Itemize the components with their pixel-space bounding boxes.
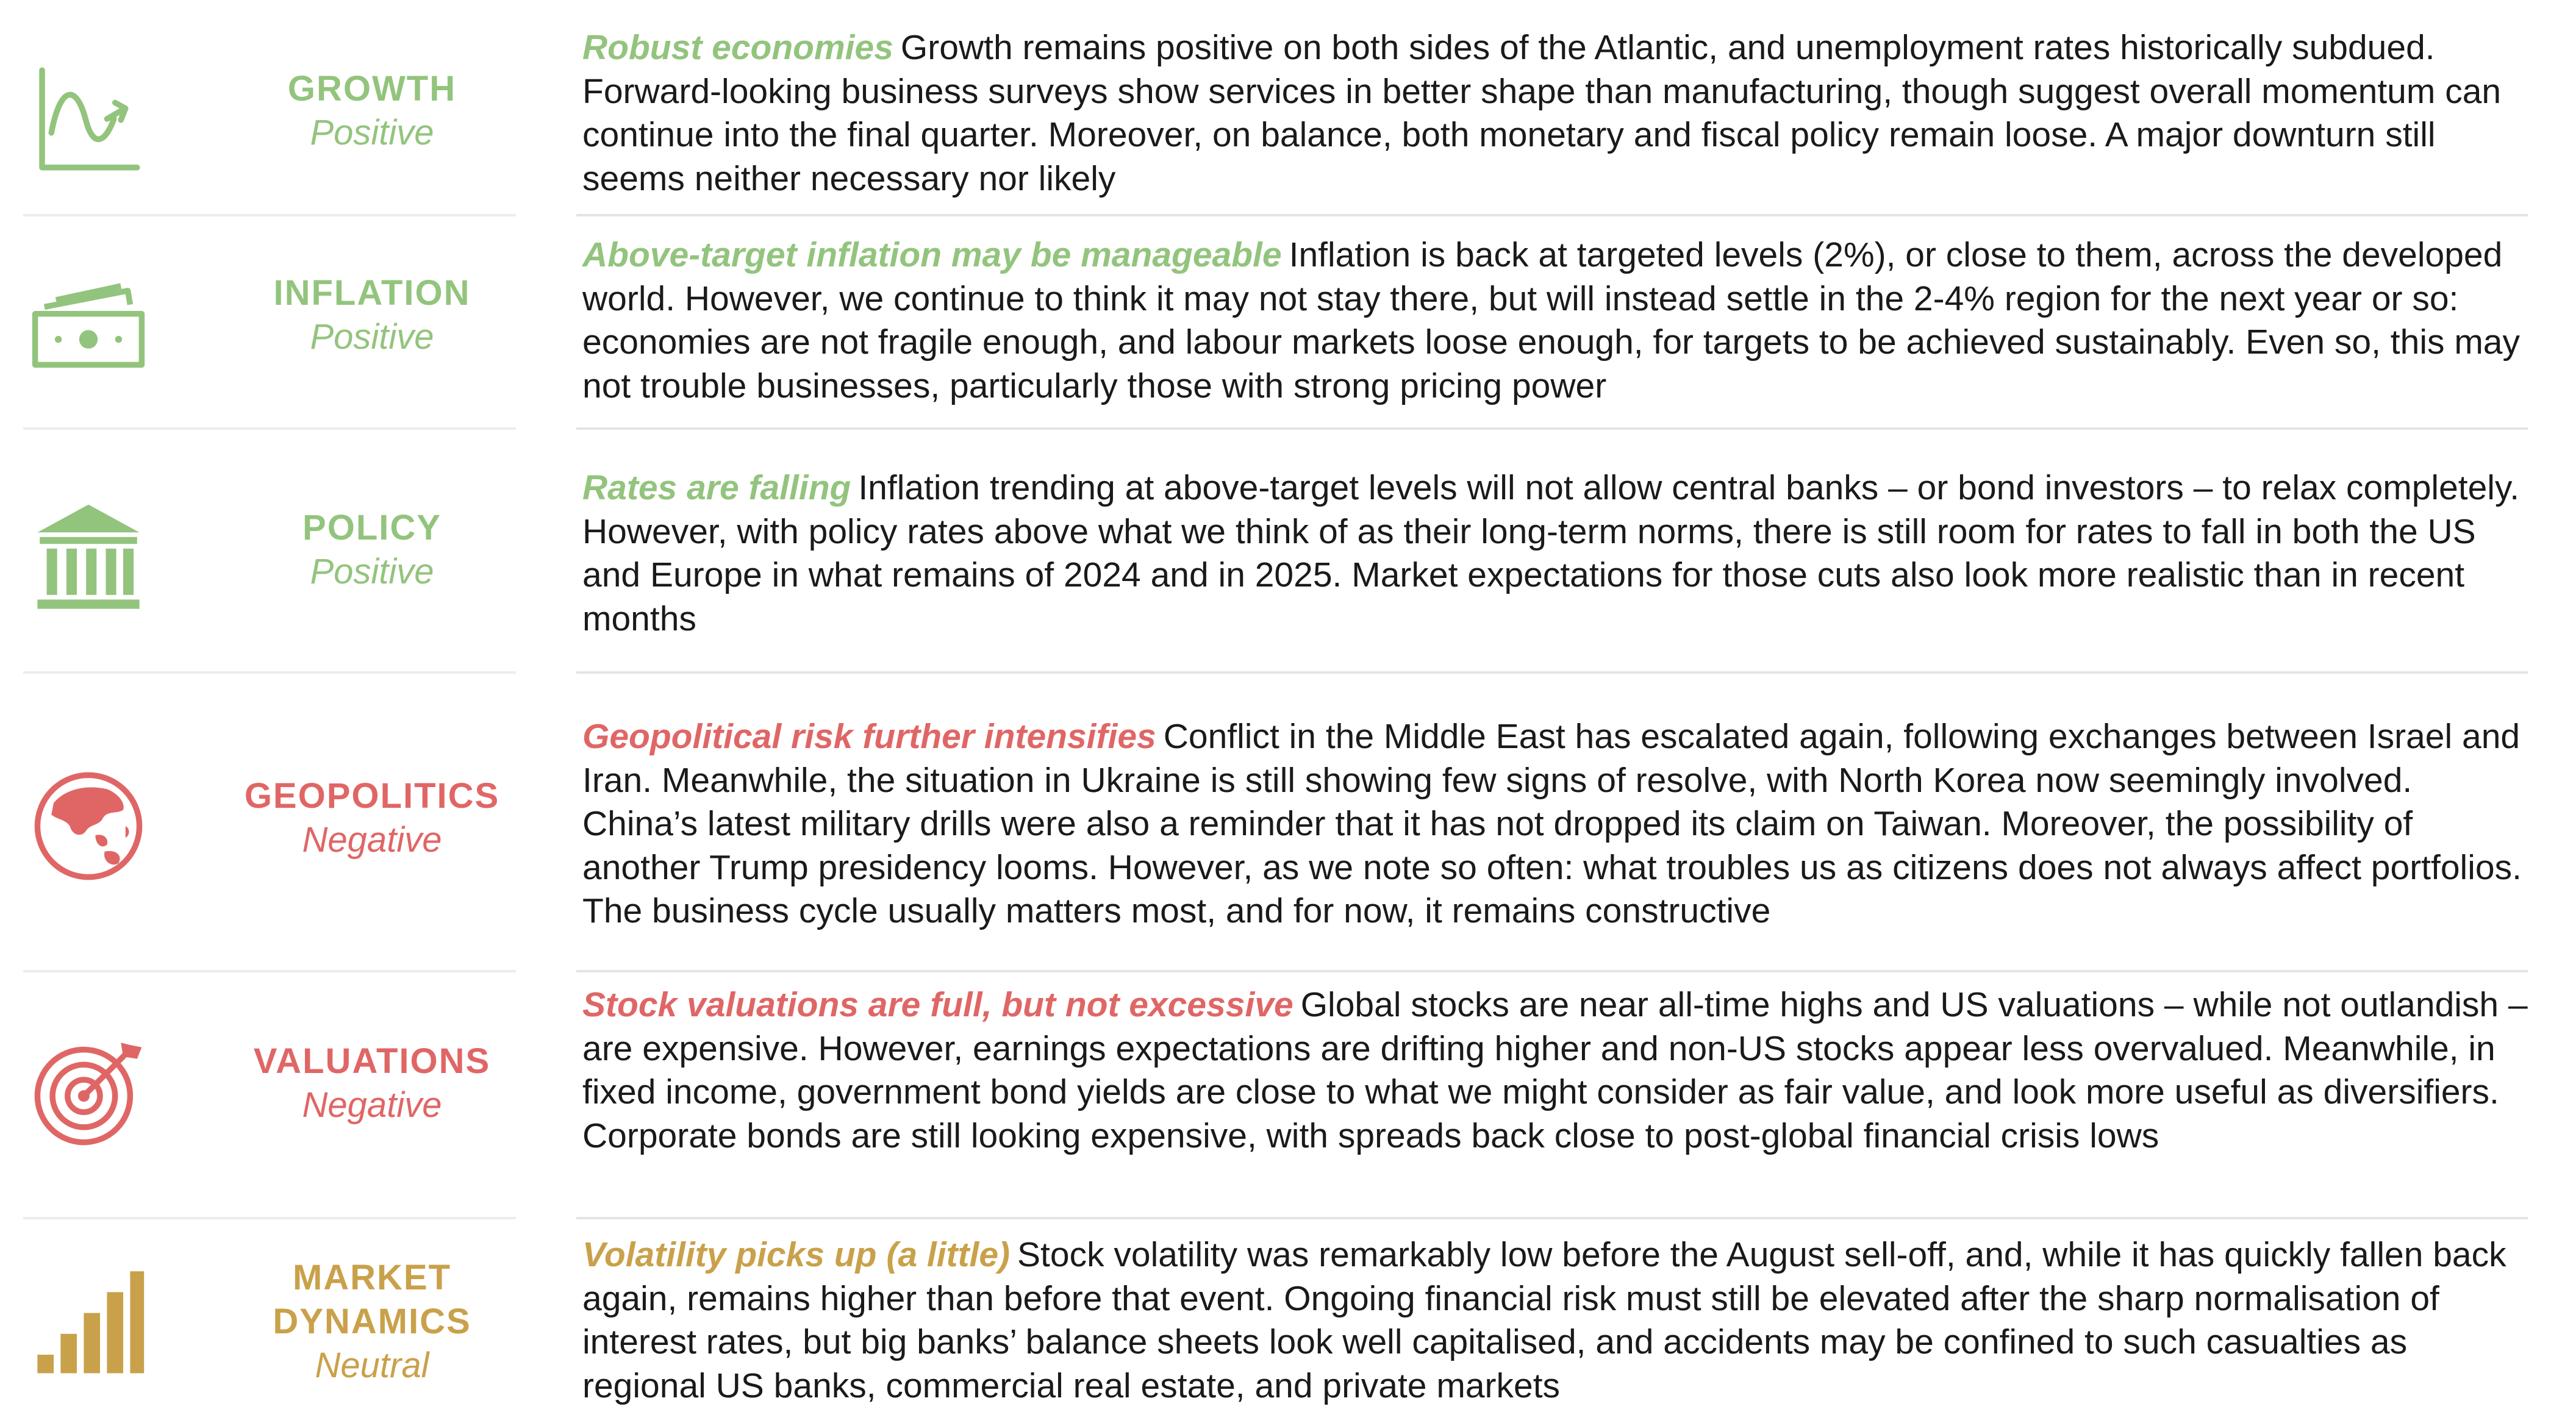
geopolitics-text: [582, 715, 2528, 933]
policy-body: Inflation trending at above-target levels will not allow central banks – or bond investors – to relax completely. However, with policy rates above what we think of as their long-term norms, there is still room for rates to fall in both the US and Europe in what remains of 2024 and in 2025. Market expectations for those cuts also look more realistic than in recent months: [582, 468, 2520, 638]
market-dynamics-heading: Volatility picks up (a little): [582, 1235, 1011, 1274]
inflation-heading: Above-target inflation may be manageable: [582, 235, 1282, 274]
market-dynamics-title-line2: DYNAMICS: [273, 1302, 471, 1341]
inflation-label: [183, 271, 561, 359]
policy-text: [582, 466, 2528, 641]
growth-chart-icon: [24, 55, 152, 183]
inflation-row: [0, 216, 2576, 430]
policy-heading: Rates are falling: [582, 468, 851, 507]
market-dynamics-title-line1: MARKET: [292, 1258, 452, 1297]
policy-title: POLICY: [302, 508, 442, 547]
inflation-body: Inflation is back at targeted levels (2%), or close to them, across the developed world. However, we continue to think it may not stay there, but will instead settle in the 2-4% region for the next year or so: economies are not fragile enough, and labour markets loose enough, for targets to be achieved sustainably. Even so, this may not trouble businesses, particularly those with strong pricing power: [582, 235, 2520, 405]
policy-row: [0, 430, 2576, 674]
globe-icon: [24, 762, 152, 890]
growth-label: [183, 67, 561, 155]
valuations-title: VALUATIONS: [253, 1041, 491, 1081]
geopolitics-status: Negative: [302, 820, 442, 860]
valuations-text: [582, 983, 2528, 1158]
geopolitics-title: GEOPOLITICS: [244, 776, 500, 816]
growth-title: GROWTH: [287, 69, 457, 109]
geopolitics-row: [0, 674, 2576, 972]
geopolitics-body: Conflict in the Middle East has escalated again, following exchanges between Israel and Iran. Meanwhile, the situation in Ukraine is still showing few signs of resolve, with North Korea now seemingly involved. China’s latest military drills were also a reminder that it has not dropped its claim on Taiwan. Moreover, the possibility of another Trump presidency looms. However, as we note so often: what troubles us as citizens does not always affect portfolios. The business cycle usually matters most, and for now, it remains constructive: [582, 717, 2522, 930]
banknotes-icon: [24, 259, 152, 387]
target-icon: [24, 1027, 152, 1155]
valuations-row: [0, 972, 2576, 1219]
market-dynamics-row: [0, 1219, 2576, 1412]
inflation-text: [582, 234, 2528, 408]
market-dynamics-body: Stock volatility was remarkably low before the August sell-off, and, while it has quickly fallen back again, remains higher than before that event. Ongoing financial risk must still be elevated after the sharp normalisation of interest rates, but big banks’ balance sheets look well capitalised, and accidents may be confined to such casualties as regional US banks, commercial real estate, and private markets: [582, 1235, 2506, 1405]
growth-body: Growth remains positive on both sides of the Atlantic, and unemployment rates historically subdued. Forward-looking business surveys show services in better shape than manufacturing, though suggest overall momentum can continue into the final quarter. Moreover, on balance, both monetary and fiscal policy remain loose. A major downturn still seems neither necessary nor likely: [582, 28, 2502, 198]
market-dynamics-status: Neutral: [315, 1346, 429, 1385]
growth-status: Positive: [310, 113, 434, 152]
market-dynamics-text: [582, 1233, 2528, 1408]
growth-text: [582, 26, 2528, 201]
inflation-status: Positive: [310, 317, 434, 357]
bank-building-icon: [24, 494, 152, 622]
policy-status: Positive: [310, 552, 434, 591]
growth-row: [0, 0, 2576, 216]
valuations-label: [183, 1039, 561, 1127]
market-dynamics-label: [183, 1256, 561, 1388]
bar-chart-icon: [24, 1256, 152, 1384]
growth-heading: Robust economies: [582, 28, 893, 67]
inflation-title: INFLATION: [273, 273, 471, 313]
valuations-heading: Stock valuations are full, but not excessive: [582, 985, 1293, 1024]
valuations-status: Negative: [302, 1085, 442, 1125]
policy-label: [183, 506, 561, 594]
valuations-body: Global stocks are near all-time highs and US valuations – while not outlandish – are expensive. However, earnings expectations are drifting higher and non-US stocks appear less overvalued. Meanwhile, in fixed income, government bond yields are close to what we might consider as fair value, and look more useful as diversifiers. Corporate bonds are still looking expensive, with spreads back close to post-global financial crisis lows: [582, 985, 2528, 1155]
geopolitics-label: [183, 774, 561, 862]
geopolitics-heading: Geopolitical risk further intensifies: [582, 717, 1156, 756]
